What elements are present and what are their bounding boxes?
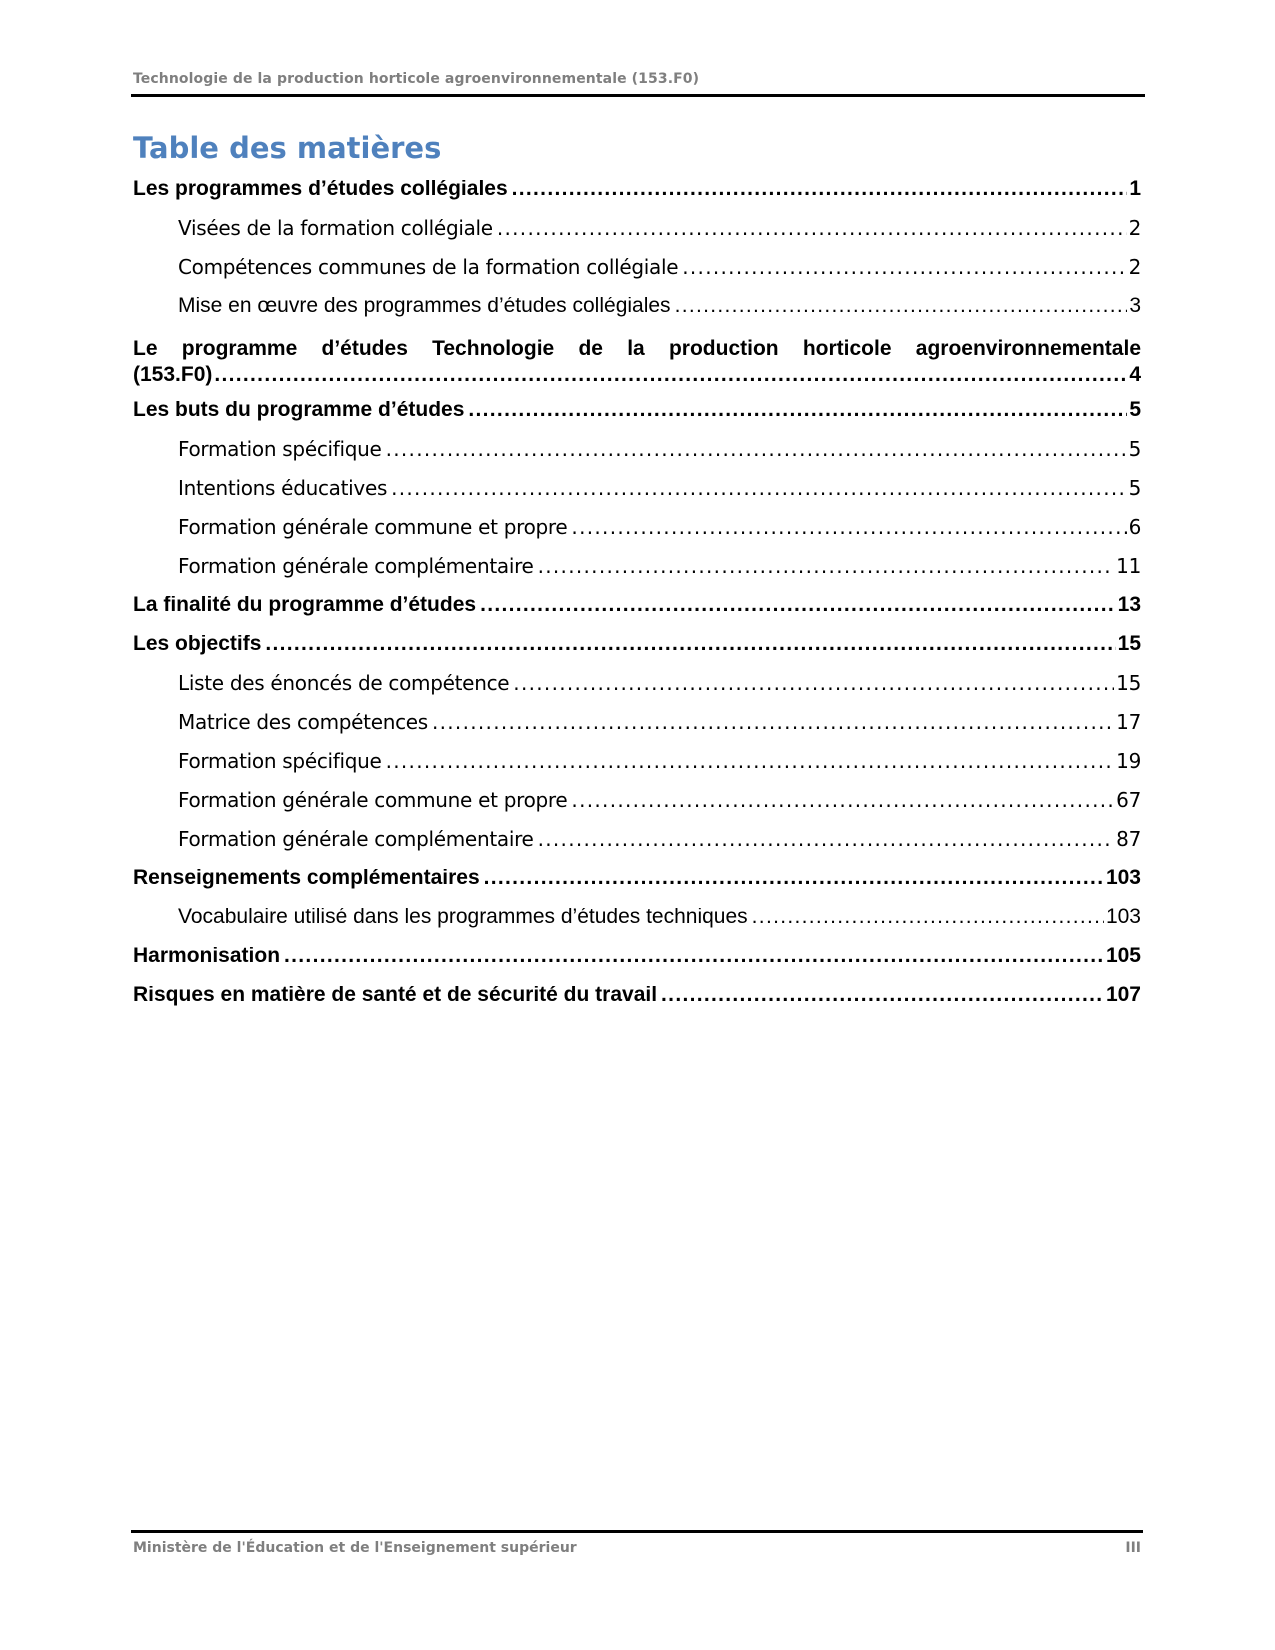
toc-entry-page: 107	[1105, 986, 1141, 1006]
dot-leader	[513, 674, 1114, 692]
dot-leader	[214, 362, 1127, 388]
toc-entry[interactable]	[133, 791, 1141, 830]
dot-leader	[386, 752, 1115, 770]
dot-leader	[497, 219, 1127, 237]
toc-entry-page: 2	[1128, 219, 1141, 240]
toc-entry[interactable]	[133, 869, 1141, 908]
toc-entry-page: 5	[1129, 401, 1141, 421]
toc-entry[interactable]	[133, 596, 1141, 635]
dot-leader	[512, 180, 1128, 198]
dot-leader	[386, 440, 1127, 458]
toc-entry-label: Vocabulaire utilisé dans les programmes d’études techniques	[178, 908, 748, 928]
toc-entry[interactable]	[133, 401, 1141, 440]
toc-entry[interactable]	[133, 180, 1141, 219]
dot-leader	[284, 947, 1104, 965]
toc-entry-label: Formation spécifique	[178, 440, 382, 461]
toc-entry-page: 4	[1129, 363, 1141, 386]
toc-entry-label: La finalité du programme d’études	[133, 596, 477, 616]
toc-entry[interactable]	[133, 947, 1141, 986]
toc-entry[interactable]	[133, 557, 1141, 596]
dot-leader	[661, 986, 1104, 1004]
toc-entry-page: 105	[1105, 947, 1141, 967]
toc-entry-label: Liste des énoncés de compétence	[178, 674, 510, 695]
toc-entry[interactable]	[133, 830, 1141, 869]
toc-entry-label: Formation générale complémentaire	[178, 830, 534, 851]
toc-entry[interactable]	[133, 219, 1141, 258]
toc-entry-page: 3	[1129, 297, 1141, 317]
toc-entry-page: 17	[1116, 713, 1141, 734]
toc-title: Table des matières	[133, 131, 442, 165]
toc-entry[interactable]	[133, 674, 1141, 713]
toc-entry-page: 13	[1117, 596, 1141, 616]
footer-rule	[131, 1530, 1143, 1533]
toc-entry-page: 15	[1116, 674, 1141, 695]
footer-page-number: III	[1125, 1540, 1141, 1556]
toc-entry-label: Formation générale commune et propre	[178, 791, 568, 812]
dot-leader	[391, 479, 1126, 497]
toc-entry-label-continued: (153.F0)	[133, 363, 213, 386]
toc-entry-label: Matrice des compétences	[178, 713, 428, 734]
dot-leader	[571, 791, 1114, 809]
toc-entry[interactable]	[133, 440, 1141, 479]
toc-entry-label: Mise en œuvre des programmes d’études collégiales	[178, 297, 671, 317]
toc-entry-label: Formation générale commune et propre	[178, 518, 568, 539]
toc-entry-page: 15	[1117, 635, 1141, 655]
toc-entry-page: 103	[1105, 869, 1141, 889]
toc-entry-page: 19	[1116, 752, 1141, 773]
dot-leader	[265, 635, 1115, 653]
toc-entry-label: Risques en matière de santé et de sécurité du travail	[133, 986, 658, 1006]
toc-entry-page: 103	[1105, 908, 1141, 928]
toc-entry-label: Intentions éducatives	[178, 479, 388, 500]
dot-leader	[682, 258, 1126, 276]
dot-leader	[484, 869, 1104, 887]
toc-entry[interactable]	[133, 908, 1141, 947]
dot-leader	[675, 297, 1128, 315]
toc-entry-label: Visées de la formation collégiale	[178, 219, 493, 240]
toc-entry[interactable]	[133, 297, 1141, 336]
toc-entry-label: Renseignements complémentaires	[133, 869, 480, 889]
toc-entry-label: Le programme d’études Technologie de la production horticole agroenvironnementale	[133, 337, 1141, 360]
toc-entry[interactable]	[133, 635, 1141, 674]
toc-entry[interactable]	[133, 518, 1141, 557]
dot-leader	[468, 401, 1127, 419]
running-header: Technologie de la production horticole agroenvironnementale (153.F0)	[133, 71, 700, 87]
toc-entry[interactable]	[133, 986, 1141, 1025]
toc-entry-page: 6	[1128, 518, 1141, 539]
toc-entry-label: Les buts du programme d’études	[133, 401, 465, 421]
dot-leader	[752, 908, 1104, 926]
footer-publisher: Ministère de l'Éducation et de l'Enseignement supérieur	[133, 1540, 577, 1556]
toc-entry-page: 5	[1128, 440, 1141, 461]
header-rule	[131, 94, 1145, 97]
toc-entry[interactable]	[133, 258, 1141, 297]
dot-leader	[432, 713, 1114, 731]
table-of-contents	[133, 180, 1141, 1025]
toc-entry[interactable]	[133, 479, 1141, 518]
toc-entry-page: 1	[1129, 180, 1141, 200]
toc-entry-label: Compétences communes de la formation collégiale	[178, 258, 679, 279]
toc-entry-page: 87	[1116, 830, 1141, 851]
toc-entry-page: 2	[1128, 258, 1141, 279]
toc-entry-page: 67	[1116, 791, 1141, 812]
toc-entry[interactable]	[133, 336, 1141, 401]
toc-entry[interactable]	[133, 752, 1141, 791]
dot-leader	[538, 830, 1115, 848]
toc-entry-page: 5	[1128, 479, 1141, 500]
dot-leader	[480, 596, 1116, 614]
toc-entry[interactable]	[133, 713, 1141, 752]
toc-entry-label: Les objectifs	[133, 635, 262, 655]
toc-entry-page: 11	[1116, 557, 1141, 578]
toc-entry-label: Harmonisation	[133, 947, 281, 967]
toc-entry-label: Formation générale complémentaire	[178, 557, 534, 578]
dot-leader	[571, 518, 1126, 536]
dot-leader	[538, 557, 1115, 575]
toc-entry-label: Les programmes d’études collégiales	[133, 180, 508, 200]
toc-entry-label: Formation spécifique	[178, 752, 382, 773]
